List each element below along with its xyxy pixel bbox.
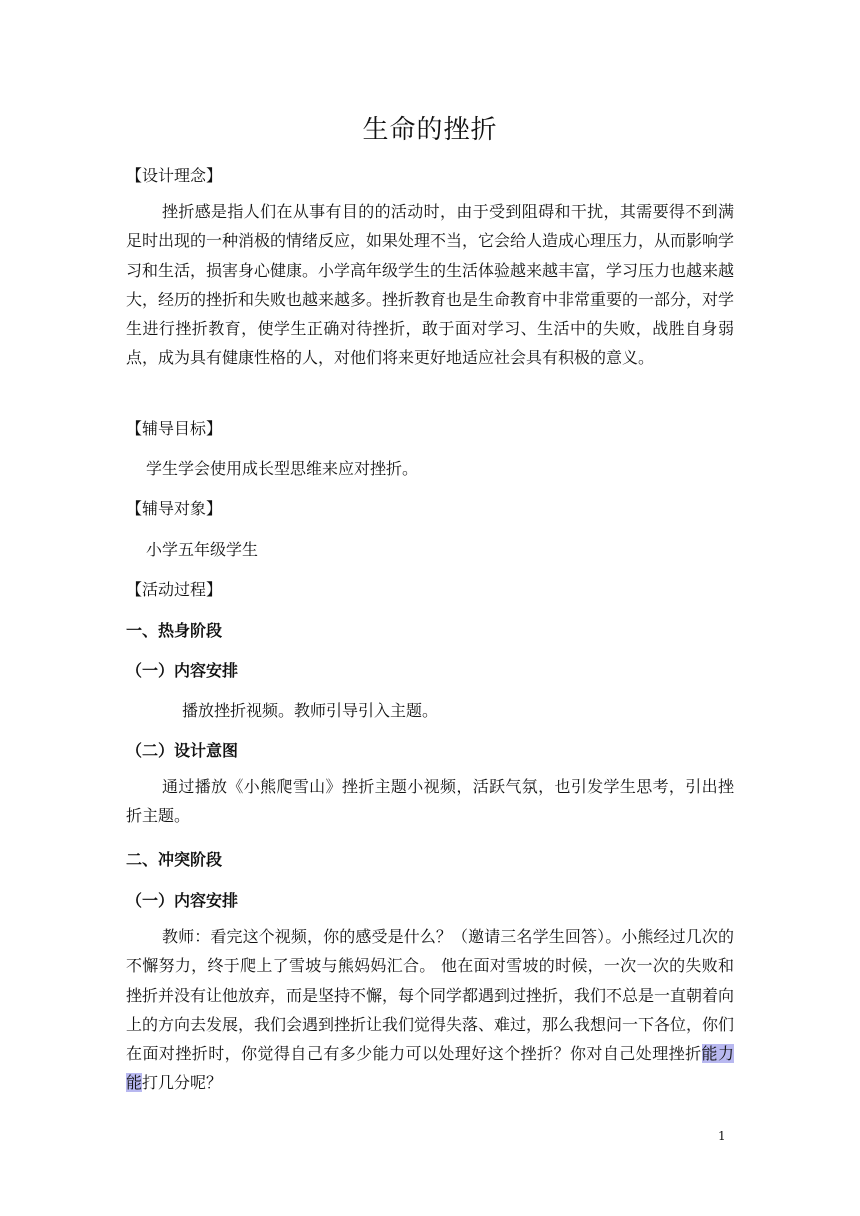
- stage2-heading: 二、冲突阶段: [126, 850, 223, 869]
- target-text: 小学五年级学生: [146, 540, 259, 559]
- stage2-text-a: 教师：看完这个视频，你的感受是什么？（邀请三名学生回答）。小熊经过几次的不懈努力，终于爬上了雪坡与熊妈妈汇合。 他在面对雪坡的时候，一次一次的失败和挫折并没有让他放弃，而是坚持不懈，每个同学都遇到过挫折，我们不总是一直朝着向上的方向去发展，我们会遇到挫折让我们觉得失落、难过，那么我想问一下各位，你们在面对挫折时，你觉得自己有多少能力可以处理好这个挫折？你对自己处理挫折: [126, 927, 735, 1064]
- stage2-text-b: 打几分呢？: [142, 1073, 223, 1093]
- stage1-sub1-heading: （一）内容安排: [126, 661, 239, 680]
- document-title: 生命的挫折: [362, 115, 498, 145]
- section-target: 【辅导对象】: [126, 499, 223, 518]
- highlighted-text: 能力能: [126, 1044, 734, 1093]
- page-number: 1: [718, 1129, 726, 1143]
- goal-text: 学生学会使用成长型思维来应对挫折。: [146, 459, 419, 478]
- stage1-sub1-text: 播放挫折视频。教师引导引入主题。: [182, 701, 439, 720]
- section-goal: 【辅导目标】: [126, 419, 223, 438]
- stage2-sub1-paragraph: [126, 922, 734, 1098]
- design-concept-paragraph: 挫折感是指人们在从事有目的的活动时，由于受到阻碍和干扰，其需要得不到满足时出现的一种消极的情绪反应，如果处理不当，它会给人造成心理压力，从而影响学习和生活，损害身心健康。小学高年级学生的生活体验越来越丰富，学习压力也越来越大，经历的挫折和失败也越来越多。挫折教育也是生命教育中非常重要的一部分，对学生进行挫折教育，使学生正确对待挫折，敢于面对学习、生活中的失败，战胜自身弱点，成为具有健康性格的人，对他们将来更好地适应社会具有积极的意义。: [126, 202, 735, 368]
- section-process: 【活动过程】: [126, 580, 223, 599]
- stage1-heading: 一、热身阶段: [126, 621, 223, 640]
- stage2-sub1-heading: （一）内容安排: [126, 891, 239, 910]
- stage1-sub2-heading: （二）设计意图: [126, 741, 239, 760]
- section-design-concept: 【设计理念】: [126, 166, 223, 185]
- stage1-sub2-paragraph: 通过播放《小熊爬雪山》挫折主题小视频，活跃气氛，也引发学生思考，引出挫折主题。: [126, 777, 734, 826]
